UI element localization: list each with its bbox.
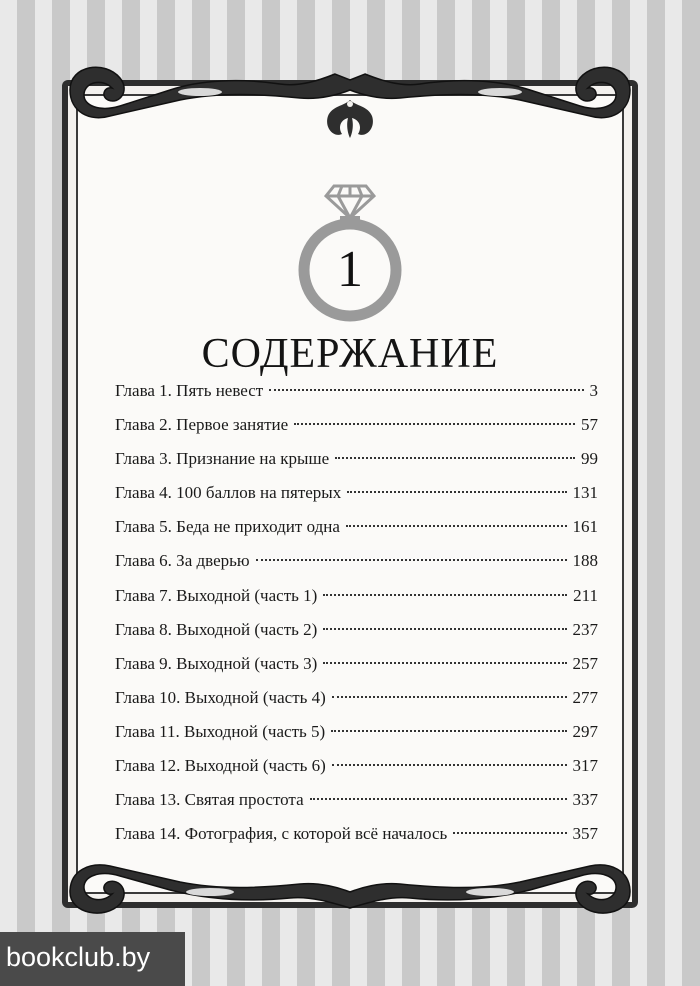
toc-entry-title: Глава 4. 100 баллов на пятерых (115, 483, 342, 503)
toc-entry-page: 57 (581, 415, 598, 435)
toc-entry-title: Глава 3. Признание на крыше (115, 449, 330, 469)
dot-leader (323, 628, 566, 630)
toc-entry-3 (115, 442, 598, 476)
dot-leader (331, 730, 566, 732)
toc-entry-6 (115, 544, 598, 578)
toc-entry-title: Глава 9. Выходной (часть 3) (115, 653, 318, 673)
toc-entry-page: 277 (572, 687, 598, 707)
bottom-scroll-ornament (50, 862, 650, 932)
toc-entry-11 (115, 715, 598, 749)
toc-entry-page: 337 (572, 790, 598, 810)
toc-entry-12 (115, 749, 598, 783)
toc-entry-8 (115, 613, 598, 647)
toc-entry-page: 161 (572, 517, 598, 537)
toc-entry-14 (115, 817, 598, 851)
toc-entry-10 (115, 681, 598, 715)
leaf-crest-icon (322, 96, 378, 142)
toc-entry-page: 188 (572, 551, 598, 571)
toc-entry-title: Глава 14. Фотография, с которой всё началось (115, 824, 448, 844)
toc-entry-page: 317 (572, 756, 598, 776)
dot-leader (332, 764, 567, 766)
toc-entry-page: 237 (572, 619, 598, 639)
chapter-number: 1 (337, 241, 363, 298)
toc-entry-7 (115, 579, 598, 613)
dot-leader (335, 457, 575, 459)
toc-entry-title: Глава 13. Святая простота (115, 790, 304, 810)
dot-leader (347, 491, 566, 493)
toc-entry-9 (115, 647, 598, 681)
dot-leader (256, 559, 567, 561)
toc-entry-1 (115, 374, 598, 408)
toc-entry-page: 257 (572, 653, 598, 673)
toc-entry-page: 357 (572, 824, 598, 844)
toc-entry-title: Глава 5. Беда не приходит одна (115, 517, 340, 537)
toc-entry-page: 131 (572, 483, 598, 503)
dot-leader (269, 389, 583, 391)
dot-leader (332, 696, 567, 698)
dot-leader (310, 798, 567, 800)
toc-entry-page: 297 (572, 721, 598, 741)
toc-entry-page: 99 (581, 449, 598, 469)
dot-leader (323, 662, 566, 664)
toc-entry-title: Глава 6. За дверью (115, 551, 250, 571)
dot-leader (323, 594, 567, 596)
toc-entry-title: Глава 12. Выходной (часть 6) (115, 756, 326, 776)
table-of-contents (115, 374, 598, 851)
toc-entry-title: Глава 1. Пять невест (115, 381, 264, 400)
dot-leader (294, 423, 575, 425)
dot-leader (346, 525, 567, 527)
toc-entry-page: 3 (589, 381, 598, 400)
toc-entry-4 (115, 476, 598, 510)
toc-entry-page: 211 (573, 585, 598, 605)
dot-leader (453, 832, 566, 834)
toc-heading: СОДЕРЖАНИЕ (201, 331, 499, 377)
toc-entry-title: Глава 2. Первое занятие (115, 415, 289, 435)
toc-entry-2 (115, 408, 598, 442)
toc-entry-13 (115, 783, 598, 817)
toc-entry-title: Глава 8. Выходной (часть 2) (115, 619, 318, 639)
watermark: bookclub.by (0, 932, 185, 986)
toc-entry-title: Глава 7. Выходной (часть 1) (115, 585, 318, 605)
toc-entry-5 (115, 510, 598, 544)
toc-entry-title: Глава 11. Выходной (часть 5) (115, 721, 326, 741)
chapter-ring-badge (290, 178, 410, 328)
toc-entry-title: Глава 10. Выходной (часть 4) (115, 687, 326, 707)
